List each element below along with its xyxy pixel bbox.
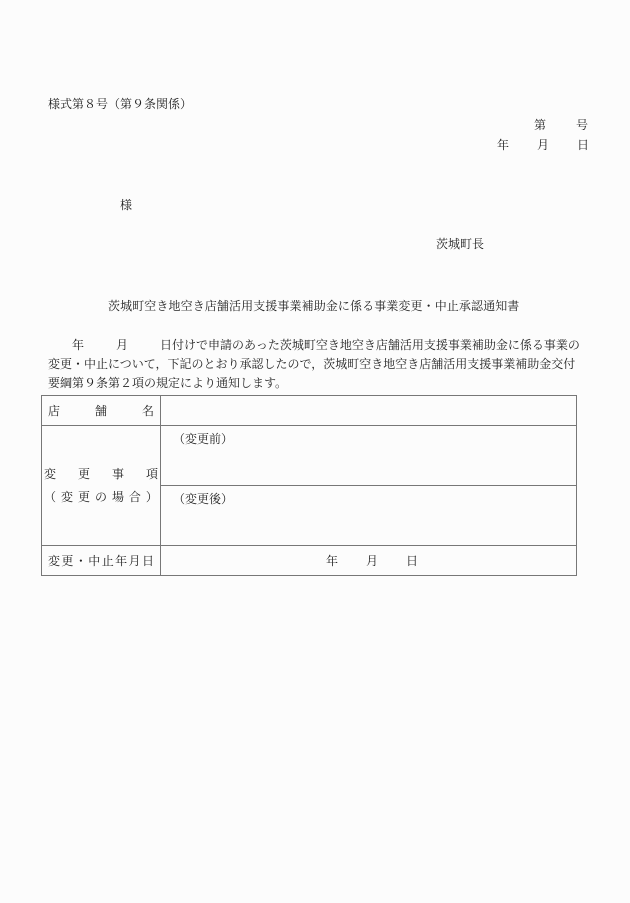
change-date-row [42, 546, 577, 576]
date-year: 年 [497, 138, 510, 152]
body-line-3: 要綱第９条第２項の規定により通知します。 [48, 376, 288, 390]
change-date-field[interactable] [161, 546, 577, 576]
body-line-1 [48, 336, 588, 355]
change-date-label: 変 更 ・ 中 止 年 月 日 [42, 546, 161, 576]
store-name-label: 店 舗 名 [42, 396, 161, 426]
change-date-year: 年 [326, 553, 339, 568]
change-after-label: （変更後） [173, 492, 234, 506]
sender-name: 茨城町長 [436, 237, 485, 251]
document-title: 茨城町空き地空き店舗活用支援事業補助金に係る事業変更・中止承認通知書 [108, 299, 520, 313]
body-line-2: 変更・中止について，下記のとおり承認したので，茨城町空き地空き店舗活用支援事業補助金交付 [48, 357, 576, 371]
number-prefix: 第 [534, 118, 547, 132]
body-line-1-text: 日付けで申請のあった茨城町空き地空き店舗活用支援事業補助金に係る事業の [160, 338, 580, 352]
change-before-row [42, 426, 577, 486]
change-after-field[interactable] [161, 486, 577, 546]
store-name-field[interactable] [161, 396, 577, 426]
date-month: 月 [537, 138, 550, 152]
form-number-label: 様式第８号（第９条関係） [48, 97, 193, 111]
change-approval-table [41, 395, 577, 576]
number-suffix: 号 [576, 118, 589, 132]
body-year: 年 [72, 338, 85, 352]
change-date-day: 日 [406, 553, 419, 568]
change-items-sublabel: （ 変 更 の 場 合 ） [44, 490, 158, 504]
change-items-label: 変 更 事 項 （ 変 更 の 場 合 ） [42, 426, 161, 546]
document-number-line [534, 118, 588, 132]
body-month: 月 [116, 338, 129, 352]
date-day: 日 [577, 138, 590, 152]
change-before-label: （変更前） [173, 432, 234, 446]
store-name-row [42, 396, 577, 426]
change-date-month: 月 [366, 553, 379, 568]
notice-body [48, 336, 588, 393]
recipient-honorific: 様 [120, 198, 133, 212]
change-before-field[interactable] [161, 426, 577, 486]
issue-date-line [497, 138, 589, 152]
